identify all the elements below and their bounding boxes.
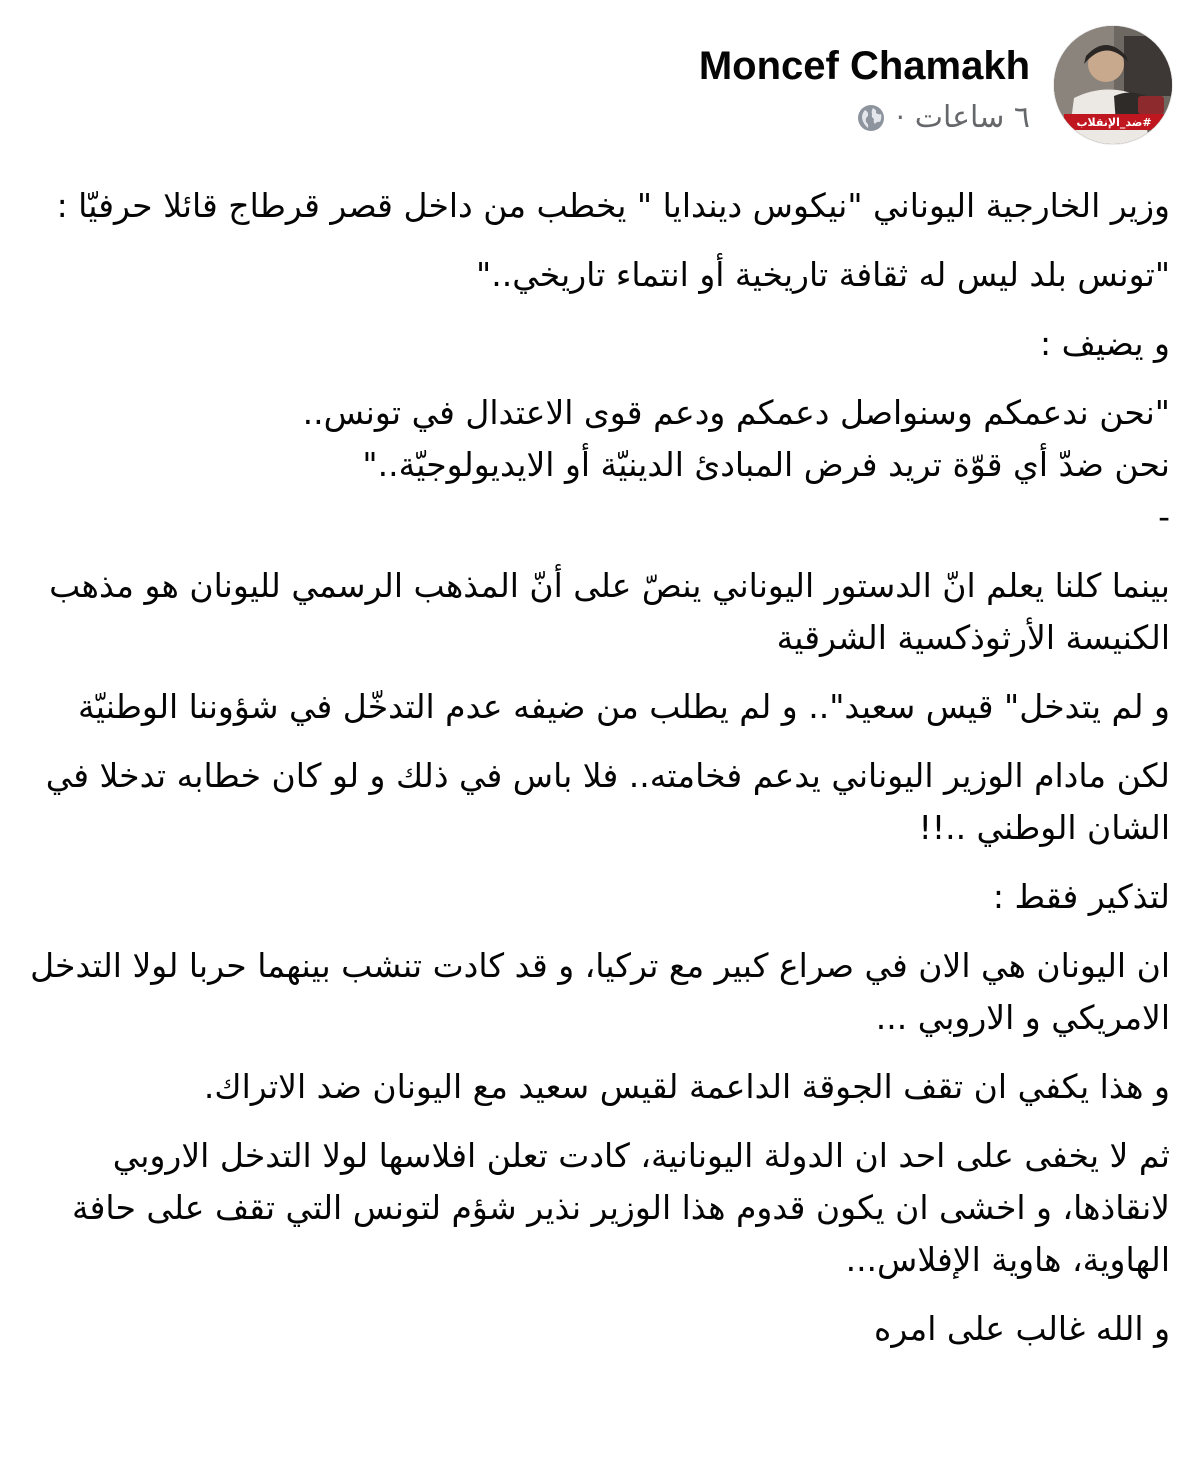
author-name[interactable]: Moncef Chamakh bbox=[698, 44, 1030, 88]
avatar[interactable] bbox=[1054, 26, 1172, 144]
post-paragraph: بينما كلنا يعلم انّ الدستور اليوناني ينصّ على أنّ المذهب الرسمي لليونان هو مذهب الكنيسة الأرثوذكسية الشرقية bbox=[49, 566, 1170, 657]
post-body bbox=[30, 180, 1170, 1355]
post-paragraph: و يضيف : bbox=[1040, 324, 1170, 363]
post-paragraph: لكن مادام الوزير اليوناني يدعم فخامته.. فلا باس في ذلك و لو كان خطابه تدخلا في الشان الوطني ..!! bbox=[45, 756, 1170, 847]
post-paragraph: "تونس بلد ليس له ثقافة تاريخية أو انتماء تاريخي.." bbox=[476, 255, 1170, 294]
post-paragraph: و لم يتدخل" قيس سعيد".. و لم يطلب من ضيفه عدم التدخّل في شؤوننا الوطنيّة bbox=[78, 687, 1170, 726]
post-paragraph: "نحن ندعمكم وسنواصل دعمكم ودعم قوى الاعتدال في تونس.. نحن ضدّ أي قوّة تريد فرض المبادئ الدينيّة أو الايديولوجيّة.." - bbox=[302, 393, 1170, 536]
avatar-badge: #ضد_الإنقلاب bbox=[1076, 116, 1152, 129]
post-paragraph: لتذكير فقط : bbox=[992, 877, 1170, 916]
avatar-image bbox=[1054, 26, 1172, 144]
post-meta bbox=[856, 100, 1030, 135]
globe-icon bbox=[856, 103, 886, 133]
post-paragraph: ان اليونان هي الان في صراع كبير مع تركيا، و قد كادت تنشب بينهما حربا لولا التدخل الامريكي و الاروبي ... bbox=[30, 946, 1170, 1037]
post-paragraph: وزير الخارجية اليوناني "نيكوس ديندايا " يخطب من داخل قصر قرطاج قائلا حرفيّا : bbox=[56, 186, 1170, 225]
post-paragraph: ثم لا يخفى على احد ان الدولة اليونانية، كادت تعلن افلاسها لولا التدخل الاروبي لانقاذها، و اخشى ان يكون قدوم هذا الوزير نذير شؤم لتونس التي تقف على حافة الهاوية، هاوية الإفلاس... bbox=[71, 1136, 1170, 1279]
meta-separator: · bbox=[895, 101, 905, 134]
post-header bbox=[28, 26, 1172, 146]
post-time[interactable]: ٦ ساعات bbox=[914, 100, 1030, 135]
post-paragraph: و هذا يكفي ان تقف الجوقة الداعمة لقيس سعيد مع اليونان ضد الاتراك. bbox=[203, 1067, 1170, 1106]
post-paragraph: و الله غالب على امره bbox=[874, 1309, 1170, 1348]
